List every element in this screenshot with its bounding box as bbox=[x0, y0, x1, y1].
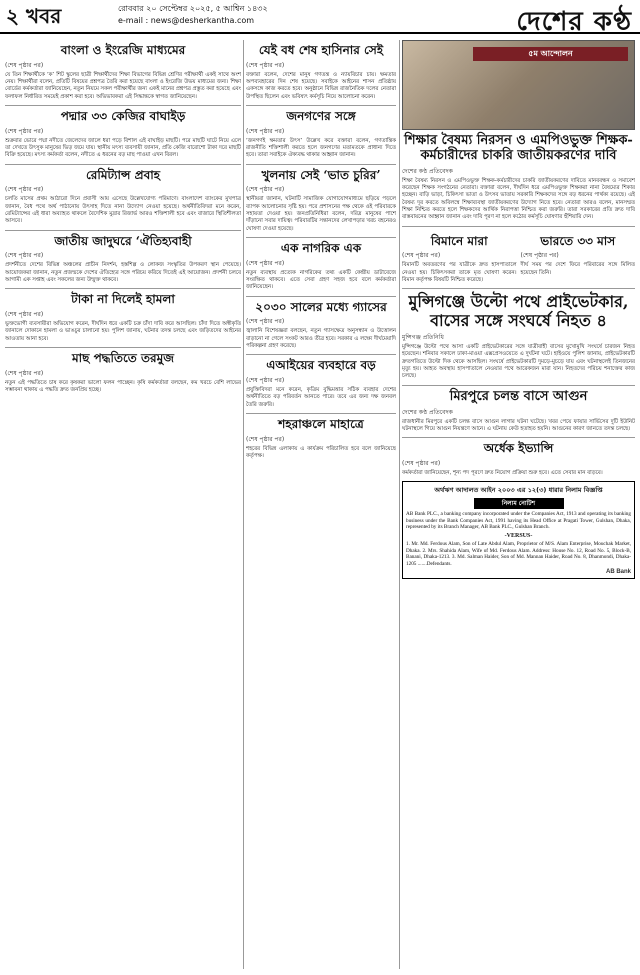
divider bbox=[5, 105, 241, 106]
article-body: নতুন ব্যবস্থায় প্রত্যেক নাগরিকের তথ্য একটি কেন্দ্রীয় ডাটাবেজে সংরক্ষিত থাকবে। এতে সেবা গ্রহণ সহজ হবে বলে কর্মকর্তারা জানিয়েছেন। bbox=[246, 269, 396, 291]
article-body: যে তিন শিক্ষার্থীকে ‘ক’ শিট স্কুলের ছাত্রী শিক্ষার্থীদের শিক্ষা বিভাগের বিভিন্ন শ্রেণির পরীক্ষার্থী একই সাথে অংশ নেয়। শিক্ষার্থীরা বলেন, প্রতিটি বিষয়ের প্রশ্নপত্র তৈরি করা হয়েছে বাংলা ও ইংরেজি উভয় মাধ্যমের জন্য। শিক্ষা বোর্ডের কর্মকর্তারা জানিয়েছেন, নতুন নিয়মে সকল পরীক্ষার্থীর জন্য একই মানের প্রশ্নপত্র প্রস্তুত করা হয়েছে এবং ফলাফল নির্ধারিত সময়েই প্রকাশ করা হবে। অভিভাবকরা এই সিদ্ধান্তকে স্বাগত জানিয়েছেন। bbox=[5, 71, 241, 100]
article-body: প্রযুক্তিবিদরা মনে করেন, কৃত্রিম বুদ্ধিমত্তার সঠিক ব্যবহার দেশের অর্থনীতিতে বড় পরিবর্তন আনতে পারে। তবে এর জন্য দক্ষ জনবল তৈরি জরুরি। bbox=[246, 387, 396, 408]
article bbox=[246, 44, 396, 101]
article bbox=[402, 231, 517, 285]
article-headline: রেমিট্যান্স প্রবাহ bbox=[85, 167, 161, 182]
divider bbox=[246, 237, 396, 238]
divider bbox=[5, 164, 241, 165]
section-name: খবর bbox=[26, 4, 62, 28]
article bbox=[246, 301, 396, 351]
dateline: রোববার ২০ সেপ্টেম্বর ২০২৫, ৫ আশ্বিন ১৪৩২ bbox=[118, 4, 268, 13]
continuation-note: (শেষ পৃষ্ঠার পর) bbox=[520, 252, 559, 260]
divider bbox=[246, 413, 396, 414]
column-divider bbox=[399, 40, 400, 969]
article-body: ভুক্তভোগী ব্যবসায়ীরা অভিযোগ করেন, দীর্ঘদিন ধরে একটি চক্র চাঁদা দাবি করে আসছিল। চাঁদা দিতে অস্বীকৃতি জানালে দোকানে হামলা ও ভাঙচুর চালানো হয়। পুলিশ জানায়, ঘটনার তদন্ত চলছে এবং জড়িতদের আইনের আওতায় আনা হবে। bbox=[5, 321, 241, 342]
newspaper-masthead: দেশের কণ্ঠ bbox=[516, 7, 632, 37]
continuation-note: (শেষ পৃষ্ঠার পর) bbox=[246, 61, 285, 69]
column-left bbox=[5, 40, 241, 969]
ad-versus: -VERSUS- bbox=[504, 533, 533, 540]
lead-headline: শিক্ষার বৈষম্য নিরসন ও এমপিওভুক্ত শিক্ষক-কর্মচারীদের চাকরি জাতীয়করণের দাবি bbox=[404, 133, 633, 163]
article-headline: ভারতে ৩৩ মাস bbox=[540, 233, 616, 248]
article-headline: এআইয়ের ব্যবহারে বড় bbox=[266, 358, 376, 373]
divider bbox=[5, 230, 241, 231]
continuation-note: (শেষ পৃষ্ঠার পর) bbox=[402, 459, 441, 467]
divider bbox=[246, 354, 396, 355]
continuation-note: (শেষ পৃষ্ঠার পর) bbox=[5, 311, 44, 319]
article bbox=[246, 242, 396, 292]
column-right bbox=[402, 40, 635, 969]
article bbox=[5, 235, 241, 285]
photo-banner: ৫ম আন্দোলন bbox=[473, 47, 628, 61]
ad-subtitle: নিলাম নোটিশ bbox=[474, 498, 564, 509]
mirpur-byline: দেশের কণ্ঠ প্রতিবেদক bbox=[402, 408, 453, 416]
article bbox=[5, 352, 241, 394]
article-body: শহরের বিভিন্ন এলাকায় এ কার্যক্রম পরিচালিত হবে বলে জানিয়েছে কর্তৃপক্ষ। bbox=[246, 445, 396, 460]
article bbox=[5, 293, 241, 343]
munshiganj-headline: মুন্সিগঞ্জে উল্টো পথে প্রাইভেটকার, বাসের সঙ্গে সংঘর্ষে নিহত ৪ bbox=[408, 292, 629, 330]
article bbox=[246, 418, 396, 460]
continuation-note: (শেষ পৃষ্ঠার পর) bbox=[246, 318, 285, 326]
continuation-note: (শেষ পৃষ্ঠার পর) bbox=[246, 127, 285, 135]
divider bbox=[402, 288, 635, 289]
divider bbox=[246, 296, 396, 297]
article-body: স্থানীয়রা জানান, ঘটনাটি সামাজিক যোগাযোগমাধ্যমে ছড়িয়ে পড়লে ব্যাপক আলোচনার সৃষ্টি হয়। পরে প্রশাসনের পক্ষ থেকে ওই পরিবারকে সহায়তা দেওয়া হয়। জনপ্রতিনিধিরা বলেন, দরিদ্র মানুষের পাশে দাঁড়ানো সবার দায়িত্ব। পরিবারটির সন্তানদের লেখাপড়ার খরচ বহনেরও ঘোষণা দেওয়া হয়েছে। bbox=[246, 196, 396, 232]
lead-body: শিক্ষা বৈষম্য নিরসন ও এমপিওভুক্ত শিক্ষক-কর্মচারীদের চাকরি জাতীয়করণের দাবিতে মানববন্ধন ও সমাবেশ করেছেন শিক্ষক সংগঠনের নেতারা। বক্তারা বলেন, দীর্ঘদিন ধরে এমপিওভুক্ত শিক্ষকরা নানা বৈষম্যের শিকার হচ্ছেন। বাড়ি ভাড়া, চিকিৎসা ভাতা ও উৎসব ভাতায় সরকারি শিক্ষকদের সঙ্গে বড় ধরনের পার্থক্য রয়েছে। এই বৈষম্য দূর করতে অবিলম্বে শিক্ষাব্যবস্থা জাতীয়করণের উদ্যোগ নিতে হবে। নেতারা আরও বলেন, মানসম্মত শিক্ষা নিশ্চিত করতে হলে শিক্ষকদের আর্থিক নিরাপত্তা নিশ্চিত করা জরুরি। তারা সরকারের প্রতি দ্রুত দাবি বাস্তবায়নের আহ্বান জানান এবং দাবি পূরণ না হলে কঠোর কর্মসূচি ঘোষণার হুঁশিয়ারি দেন। bbox=[402, 177, 635, 221]
article-body: চলতি মাসের প্রথম আঠারো দিনে প্রবাসী আয় এসেছে উল্লেখযোগ্য পরিমাণে। বাংলাদেশ ব্যাংকের মুখপাত্র জানান, বৈধ পথে অর্থ পাঠানোয় উৎসাহ দিতে নানা উদ্যোগ নেওয়া হয়েছে। অর্থনীতিবিদরা মনে করেন, রেমিট্যান্সের এই ধারা অব্যাহত থাকলে বৈদেশিক মুদ্রার রিজার্ভ আরও শক্তিশালী হবে এবং বাজারে স্থিতিশীলতা আসবে। bbox=[5, 196, 241, 225]
article-body: বিমানটি অবতরণের পর যাত্রীকে দ্রুত হাসপাতালে নেওয়া হয়। চিকিৎসকরা তাকে মৃত ঘোষণা করেন। বিমান কর্তৃপক্ষ বিষয়টি নিশ্চিত করেছে। bbox=[402, 262, 517, 284]
article-headline: শহরাঞ্চলে মাহাত্রে bbox=[278, 417, 364, 432]
continuation-note: (শেষ পৃষ্ঠার পর) bbox=[5, 61, 44, 69]
divider bbox=[5, 347, 241, 348]
article-body: বক্তারা বলেন, দেশের মানুষ গণতন্ত্র ও ন্যায়বিচার চায়। ক্ষমতার অপব্যবহারের দিন শেষ হয়েছে। সবাইকে আইনের শাসন প্রতিষ্ঠায় একসঙ্গে কাজ করতে হবে। অনুষ্ঠানে বিভিন্ন রাজনৈতিক দলের নেতারা উপস্থিত ছিলেন এবং ভবিষ্যৎ কর্মসূচি নিয়ে আলোচনা করেন। bbox=[246, 71, 396, 100]
article bbox=[246, 110, 396, 160]
article bbox=[5, 44, 241, 101]
continuation-note: (শেষ পৃষ্ঠার পর) bbox=[5, 127, 44, 135]
munshiganj-body: মুন্সিগঞ্জে উল্টো পথে আসা একটি প্রাইভেটকারের সঙ্গে যাত্রীবাহী বাসের মুখোমুখি সংঘর্ষে চারজন নিহত হয়েছেন। শনিবার সকালে ঢাকা-মাওয়া এক্সপ্রেসওয়েতে এ দুর্ঘটনা ঘটে। হাইওয়ে পুলিশ জানায়, প্রাইভেটকারটি দ্রুতগতিতে উল্টো দিক থেকে আসছিল। সংঘর্ষে প্রাইভেটকারটি দুমড়ে-মুচড়ে যায় এবং ঘটনাস্থলেই তিনজনের মৃত্যু হয়। আহত অবস্থায় হাসপাতালে নেওয়ার পথে আরেকজন মারা যান। নিহতদের পরিচয় শনাক্তের কাজ চলছে। bbox=[402, 344, 635, 380]
continuation-note: (শেষ পৃষ্ঠার পর) bbox=[246, 186, 285, 194]
lead-byline: দেশের কণ্ঠ প্রতিবেদক bbox=[402, 167, 453, 175]
lead-photo bbox=[402, 40, 635, 130]
column-center bbox=[246, 40, 396, 969]
article-body: কর্মকর্তারা জানিয়েছেন, শূন্য পদ পূরণে দ্রুত নিয়োগ প্রক্রিয়া শুরু হবে। এতে সেবার মান বাড়বে। bbox=[402, 469, 603, 476]
ad-plaintiff: AB Bank PLC., a banking company incorporated under the Companies Act, 1913 and operating its banking business under the Bank Companies Act, 1991 having its Head Office at Pragati Tower, Gulshan, Dhaka, represented by its Branch Manager, AB Bank PLC., Gulshan Branch. bbox=[406, 511, 631, 531]
divider bbox=[246, 105, 396, 106]
article bbox=[521, 231, 636, 285]
mirpur-headline: মিরপুরে চলন্ত বাসে আগুন bbox=[449, 388, 588, 404]
article-headline: বিমানে মারা bbox=[430, 233, 488, 248]
continuation-note: (শেষ পৃষ্ঠার পর) bbox=[402, 252, 441, 260]
article-headline: এক নাগরিক এক bbox=[280, 240, 362, 255]
auction-notice-ad bbox=[402, 481, 635, 579]
continuation-note: (শেষ পৃষ্ঠার পর) bbox=[5, 186, 44, 194]
divider bbox=[402, 226, 635, 227]
article bbox=[246, 359, 396, 409]
contact-email: e-mail : news@desherkantha.com bbox=[118, 16, 255, 25]
continuation-note: (শেষ পৃষ্ঠার পর) bbox=[246, 435, 285, 443]
mirpur-body: রাজধানীর মিরপুরে একটি চলন্ত বাসে আগুন লাগার ঘটনা ঘটেছে। খবর পেয়ে ফায়ার সার্ভিসের দুটি ইউনিট ঘটনাস্থলে গিয়ে আগুন নিয়ন্ত্রণে আনে। এ ঘটনায় কেউ হতাহত হয়নি। আগুনের কারণ জানতে তদন্ত চলছে। bbox=[402, 418, 635, 432]
right-subcolumns bbox=[402, 231, 635, 285]
continuation-note: (শেষ পৃষ্ঠার পর) bbox=[5, 369, 44, 377]
ad-defendants: 1. Mr. Md. Ferdous Alam, Son of Late Abdul Alam, Proprietor of M/S. Alam Enterprise, Mouchak Market, Dhaka. 2. Mrs. Shahida Alam, Wife of Md. Ferdous Alam. Address: House No. 12, Road No. 5, Block-B, Banani, Dhaka-1213. 3. Md. Salman Haider, Son of Md. Mannan Haider, Road No. 8, Dhanmondi, Dhaka-1205 .......Defendants. bbox=[406, 541, 631, 567]
column-divider bbox=[243, 40, 244, 969]
article-headline: অর্ধেক ইভ্যান্সি bbox=[483, 441, 554, 456]
article-headline: জাতীয় জাদুঘরে ‘ঐতিহ্যবাহী bbox=[54, 233, 192, 248]
article-body: জ্বালানি বিশেষজ্ঞরা বলছেন, নতুন গ্যাসক্ষেত্র অনুসন্ধান ও উত্তোলন বাড়ানো না গেলে সংকট আরও তীব্র হবে। সরকার এ লক্ষ্যে দীর্ঘমেয়াদি পরিকল্পনা গ্রহণ করেছে। bbox=[246, 328, 396, 350]
article bbox=[5, 169, 241, 226]
munshiganj-byline: মুন্সিগঞ্জ প্রতিনিধি bbox=[402, 334, 444, 342]
article-headline: টাকা না দিলেই হামলা bbox=[71, 292, 175, 307]
article-headline: ২০৩০ সালের মধ্যে গ্যাসের bbox=[255, 299, 387, 314]
article-body: প্রদর্শনীতে দেশের বিভিন্ন অঞ্চলের প্রাচীন নিদর্শন, হস্তশিল্প ও লোকজ সংস্কৃতির উপকরণ স্থান পেয়েছে। আয়োজকরা জানান, নতুন প্রজন্মকে দেশের ঐতিহ্যের সঙ্গে পরিচয় করিয়ে দিতেই এই আয়োজন। প্রদর্শনী চলবে আগামী এক সপ্তাহ এবং সকলের জন্য উন্মুক্ত থাকবে। bbox=[5, 262, 241, 284]
article-body: ‘জনগণই ক্ষমতার উৎস’ উল্লেখ করে বক্তারা বলেন, গণতান্ত্রিক রাজনীতি শক্তিশালী করতে হলে জনগণের মতামতকে প্রাধান্য দিতে হবে। তারা সবাইকে ঐক্যবদ্ধ থাকার আহ্বান জানান। bbox=[246, 137, 396, 159]
article-headline: মাছ পদ্ধতিতে তরমুজ bbox=[72, 351, 174, 366]
page-number: ২ bbox=[6, 4, 20, 28]
article-headline: যেই বধ শেষ হাসিনার সেই bbox=[258, 43, 384, 57]
article-headline: জনগণের সঙ্গে bbox=[286, 108, 356, 123]
article-body: নতুন এই পদ্ধতিতে চাষ করে কৃষকরা ভালো ফলন পাচ্ছেন। কৃষি কর্মকর্তারা বলছেন, কম খরচে বেশি লাভের সম্ভাবনা থাকায় এ পদ্ধতি দ্রুত জনপ্রিয় হচ্ছে। bbox=[5, 379, 241, 394]
article-body: দীর্ঘ সময় পর দেশে ফিরে পরিবারের সঙ্গে মিলিত হয়েছেন তিনি। bbox=[520, 262, 635, 276]
article bbox=[402, 442, 635, 477]
continuation-note: (শেষ পৃষ্ঠার পর) bbox=[5, 252, 44, 260]
continuation-note: (শেষ পৃষ্ঠার পর) bbox=[246, 259, 285, 267]
page-header bbox=[0, 0, 640, 37]
article-headline: খুলনায় সেই ‘ভাত চুরির’ bbox=[261, 167, 381, 182]
divider bbox=[402, 385, 635, 386]
divider bbox=[5, 288, 241, 289]
article-body: শুক্রবার ভোরে পদ্মা নদীতে জেলেদের জালে ধরা পড়ে বিশাল এই বাঘাইড় মাছটি। পরে মাছটি ঘাটে নিয়ে এলে তা দেখতে উৎসুক মানুষের ভিড় জমে যায়। স্থানীয় মৎস্য ব্যবসায়ী জানান, প্রতি কেজি বারোশো টাকা দরে মাছটি বিক্রি হয়েছে। মৎস্য কর্মকর্তা বলেন, নদীতে এ ধরনের বড় মাছ পাওয়া এখন বিরল। bbox=[5, 137, 241, 159]
article-headline: বাংলা ও ইংরেজি মাধ্যমের bbox=[60, 43, 186, 57]
divider bbox=[246, 164, 396, 165]
ad-title: অর্থঋণ আদালত আইন ২০০৩ এর ১২(৩) ধারার নিলাম বিজ্ঞপ্তি bbox=[434, 486, 603, 495]
article-headline: পদ্মার ৩৩ কেজির বাঘাইড় bbox=[60, 108, 186, 123]
article bbox=[5, 110, 241, 160]
divider bbox=[402, 437, 635, 438]
ab-bank-logo: AB Bank bbox=[605, 569, 631, 576]
continuation-note: (শেষ পৃষ্ঠার পর) bbox=[246, 377, 285, 385]
article bbox=[246, 169, 396, 233]
